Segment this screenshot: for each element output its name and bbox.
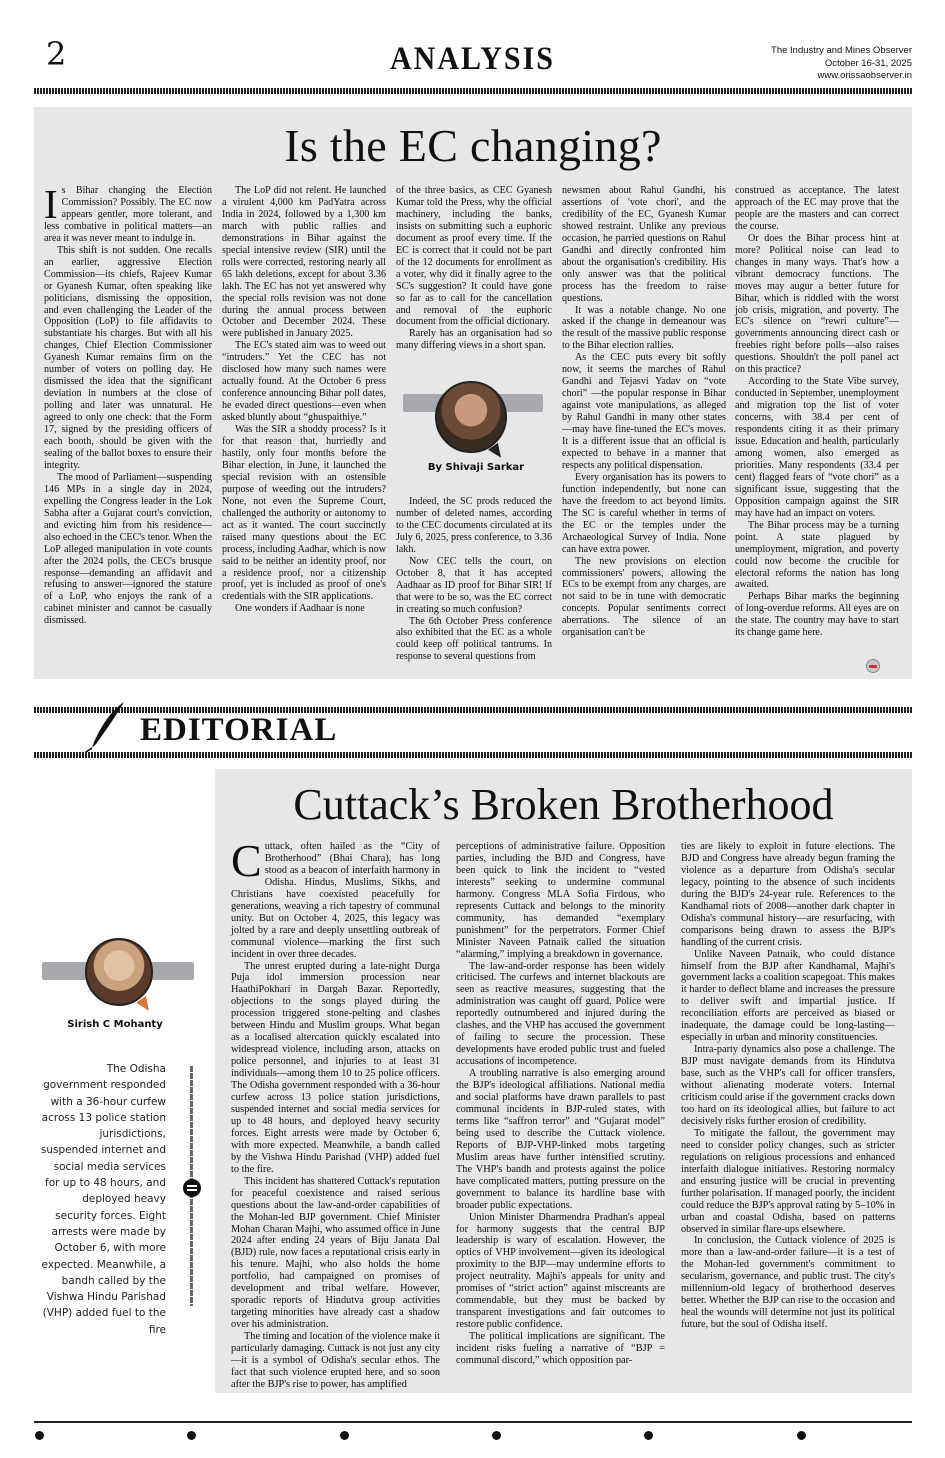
footer-dot <box>35 1431 44 1440</box>
analysis-article <box>34 107 912 679</box>
editorial-bottom-divider <box>34 752 912 758</box>
page-number: 2 <box>46 35 67 73</box>
footer-rule <box>34 1421 912 1423</box>
masthead <box>771 45 912 83</box>
footer-dot <box>340 1431 349 1440</box>
editorial-column-1: Cuttack, often hailed as the “City of Brotherhood” (Bhai Chara), has long stood as a beacon of interfaith harmony in Odisha. Hindus, Muslims, Sikhs, and Christians have coexisted peacefully for generations, weaving a rich tapestry of communal unity. But on October 4, 2025, this legacy was jolted by a rare and deeply unsettling outbreak of communal violence—marking the first such incident in over three decades. The unrest erupted during a late-night Durga Puja idol immersion procession near HaathiPokhari in Dargah Bazar. Reportedly, objections to the songs played during the procession triggered stone-pelting and clashes between Hindu and Muslim groups. What began as a localised altercation quickly escalated into widespread violence, including arson, attacks on police personnel, and injuries to at least 31 individuals—among them 10 to 25 police officers. The Odisha government responded with a 36-hour curfew across 13 police station jurisdictions, suspended internet and social media services for up to 48 hours, and deployed heavy security forces. Eight arrests were made by October 6, with more expected. Meanwhile, a bandh called by the Vishwa Hindu Parishad (VHP) added fuel to the fire. This incident has shattered Cuttack's reputation for peaceful coexistence and raised serious questions about the law-and-order capabilities of the Mohan-led BJP government. Chief Minister Mohan Charan Majhi, who assumed office in June 2024 after ending 24 years of Biju Janata Dal (BJD) rule, now faces a reputational crisis early in his tenure. Majhi, who also holds the home portfolio, had campaigned on promises of development and tribal welfare. However, sporadic reports of Hindutva group activities targeting minorities have already cast a shadow over his administration. The timing and location of the violence make it particularly damaging. Cuttack is not just any city—it is a symbol of Odisha's secular ethos. The fact that such violence erupted here, and so soon after the BJP's rise to power, has amplified <box>231 835 440 1390</box>
editorial-column-2: perceptions of administrative failure. Opposition parties, including the BJD and Congress, have been quick to link the incident to “vested interests” seeking to undermine communal harmony. Congress MLA Sofia Firdous, who represents Cuttack and belongs to the minority community, has demanded “exemplary punishment” for the perpetrators. Former Chief Minister Naveen Patnaik called the situation “alarming,” implying a breakdown in governance. The law-and-order response has been widely criticised. The curfews and internet blackouts are seen as reactive measures, suggesting that the administration was caught off guard. Police were reportedly outnumbered and injured during the clashes, and the VHP has accused the government of failing to secure the procession. These developments have eroded public trust and fueled accusations of incompetence. A troubling narrative is also emerging around the BJP's ideological affiliations. National media and social platforms have drawn parallels to past communal incidents in BJP-ruled states, with terms like “saffron terror” and “Gujarat model” being used to describe the Cuttack violence. Reports of BJP-VHP-linked mobs targeting Muslim areas have further intensified scrutiny. The VHP's bandh and protests against the police have complicated matters, putting pressure on the government to balance its hardline base with broader public expectations. Union Minister Dharmendra Pradhan's appeal for harmony suggests that the central BJP leadership is wary of escalation. However, the optics of VHP involvement—given its ideological proximity to the BJP—may undermine efforts to project neutrality. Majhi's appeals for unity and promises of “strict action” against miscreants are commendable, but they must be backed by transparent investigations and fair outcomes to restore public confidence. The political implications are significant. The incident risks fueling a narrative of “BJP = communal discord,” which opposition par- <box>456 841 665 1366</box>
editorial-section-title: EDITORIAL <box>140 712 338 748</box>
publication-name: The Industry and Mines Observer <box>771 45 912 56</box>
article-column-3-top: of the three basics, as CEC Gyanesh Kumar told the Press, why the official machinery, including the banks, insists on submitting such a euphoric document as proof every time. If the EC is correct that it could not be part of the 12 documents for enrollment as a voter, why did it finally agree to the SC's suggestion? It could have gone so far as to call for the cancellation and removal of the euphoric document from the official dictionary. Rarely has an organisation had so many differing views in a short span. <box>396 185 552 352</box>
pull-quote: The Odisha government responded with a 36-hour curfew across 13 police station jurisdictions, suspended internet and social media services for up to 48 hours, and deployed heavy security forces. Eight arrests were made by October 6, with more expected. Meanwhile, a bandh called by the Vishwa Hindu Parishad (VHP) added fuel to the fire <box>40 1063 166 1336</box>
article-headline: Is the EC changing? <box>284 120 662 171</box>
header-divider <box>34 88 912 94</box>
footer-dot <box>797 1431 806 1440</box>
website-link[interactable]: www.orissaobserver.in <box>817 70 912 81</box>
editorial-article <box>215 769 912 1393</box>
article-column-2: The LoP did not relent. He launched a virulent 4,000 km PadYatra across India in 2024, followed by a 1,300 km march with public rallies and demonstrations in Bihar against the special intensive review (SIR) until the rolls were corrected, restoring nearly all 65 lakh deletions, except for about 3.36 lakh. The EC has not yet answered why the special rolls revision was not done during the annual process between October and December 2024. These were published in January 2025. The EC's stated aim was to weed out “intruders.” Yet the CEC has not disclosed how many such names were actually found. At the October 6 press conference announcing Bihar poll dates, he evaded direct questions—even when asked bluntly about “ghuspaithiye.” Was the SIR a shoddy process? Is it for that reason that, hurriedly and hastily, only four months before the Bihar election, in June, it launched the special revision with an ostensible purpose of weeding out the intruders? None, not even the Supreme Court, challenged the authority or autonomy to act as it wanted. The court succinctly raised many questions about the EC process, including Aadhar, which is now said to be neither an identity proof, nor a residence proof, nor a citizenship proof, yet is included as proof of one's credentials with the SIR applications. One wonders if Aadhaar is none <box>222 185 386 615</box>
quill-pen-icon <box>76 700 132 758</box>
editorial-author-avatar <box>85 938 153 1006</box>
author-byline: By Shivaji Sarkar <box>427 462 525 473</box>
editorial-drop-cap: C <box>231 835 262 886</box>
editorial-author-byline: Sirish C Mohanty <box>67 1019 163 1030</box>
article-column-4: newsmen about Rahul Gandhi, his assertions of 'vote chori', and the credibility of the EC, Gyanesh Kumar showed restraint. Unlike any previous occasion, he parried questions on Rahul Gandhi and directly confronted him about the organisation's credibility. His only answer was that the political process has the freedom to raise questions. It was a notable change. No one asked if the change in demeanour was the result of the massive public response to the Bihar election rallies. As the CEC puts every bit softly now, it seems the marches of Rahul Gandhi and Tejasvi Yadav on “vote chori” —the popular response in Bihar against vote manipulations, as alleged by Rahul Gandhi in many other states —may have fine-tuned the EC's moves. It is a different issue that an official is expected to behave in a manner that respects any political dispensation. Every organisation has its powers to function independently, but none can have the freedom to act beyond limits. The SC is careful whether in terms of the EC or the temples under the Archaeological Survey of India. None can have extra power. The new provisions on election commissioners' powers, allowing the ECs to be exempt from any charges, are not said to be in tune with democratic concepts. Popular sentiments correct aberrations. The silence of an organisation can't be <box>562 185 726 639</box>
author-avatar <box>435 381 507 453</box>
article-column-1: Is Bihar changing the Election Commission? Possibly. The EC now appears gentler, more tolerant, and less combative in political matters—an area it was never meant to indulge in. This shift is not sudden. One recalls an earlier, aggressive Election Commission—its chiefs, Rajeev Kumar or Gyanesh Kumar, often speaking like politicians, dismissing the opposition, and even challenging the Leader of the Opposition (LoP) to file affidavits to substantiate his charges. But with all his changes, Chief Election Commissioner Gyanesh Kumar remains firm on the number of voters on polling day. He dismissed the idea that the significant deviation in numbers at the close of polling and later was unnatural. He agreed to only one check: that the Form 17, signed by the presiding officers of each booth, should be given with the sealing of the ballot boxes to ensure their integrity. The mood of Parliament—suspending 146 MPs in a single day in 2024, expelling the Congress leader in the Lok Sabha after a Gujarat court's conviction, and evicting him from his residence— also echoed in the CEC's tenor. When the LoP alleged manipulation in vote counts after the 2024 polls, the CEC's brusque response—demanding an affidavit and refusing to answer—ignored the stature of a LoP, who enjoys the rank of a cabinet minister and cannot be casually dismissed. <box>44 181 212 627</box>
article-column-5: construed as acceptance. The latest approach of the EC may prove that the people are the masters and can correct the course. Or does the Bihar process hint at more? Political noise can lead to changes in many ways. That's how a vibrant democracy functions. The moves may augur a better future for Bihar, which is riddled with the worst job crisis, migration, and poverty. The EC's silence on “rewri culture”—governments announcing direct cash or freebies right before polls—also raises questions. Shouldn't the poll panel act on this practice? According to the State Vibe survey, conducted in September, unemployment and migration top the list of voter concerns, with 38.4 per cent of respondents citing it as their primary issue. Education and health, particularly among women, also emerged as priorities. Many respondents (33.4 per cent) flagged fears of “vote chori” as a significant issue, suggesting that the Opposition campaign against the SIR may have had an impact on voters. The Bihar process may be a turning point. A state plagued by unemployment, migration, and poverty could now become the crucible for electoral reforms the nation has long awaited. Perhaps Bihar marks the beginning of long-overdue reforms. All eyes are on the state. The country may have to start its change game here. <box>735 185 899 639</box>
section-title: ANALYSIS <box>390 40 555 77</box>
drop-cap: I <box>44 181 58 227</box>
footer-dot <box>644 1431 653 1440</box>
issue-date: October 16-31, 2025 <box>824 57 912 69</box>
article-column-3-bottom: Indeed, the SC prods reduced the number of deleted names, according to the CEC documents circulated at its July 6, 2025, press conference, to 3.36 lakh. Now CEC tells the court, on October 8, that it has accepted Aadhaar as ID proof for Bihar SIR! If that were to be so, was the EC correct in creating so much confusion? The 6th October Press conference also exhibited that the EC as a whole could keep off political tantrums. In response to several questions from <box>396 496 552 663</box>
editorial-headline: Cuttack’s Broken Brotherhood <box>293 780 834 829</box>
editorial-column-3: ties are likely to exploit in future elections. The BJD and Congress have already begun framing the violence as a departure from Odisha's secular legacy, pointing to the absence of such incidents during the BJD's 24-year rule. References to the Kandhamal riots of 2008—another dark chapter in Odisha's communal history—are resurfacing, with comparisons being drawn to assess the BJP's handling of the current crisis. Unlike Naveen Patnaik, who could distance himself from the BJP after Kandhamal, Majhi's government lacks a coalition scapegoat. This makes it harder to deflect blame and increases the pressure to deliver swift and impartial justice. If reconciliation efforts are perceived as biased or inadequate, the damage could be long-lasting—especially in urban and minority constituencies. Intra-party dynamics also pose a challenge. The BJP must navigate demands from its Hindutva base, such as the VHP's call for officer transfers, without alienating moderate voters. Internal criticism could arise if the government cracks down too hard on its ideological allies, but failure to act decisively risks further erosion of credibility. To mitigate the fallout, the government may need to consider policy changes, such as stricter regulations on religious processions and enhanced interfaith dialogue initiatives. Restoring normalcy and ensuring justice will be crucial in preventing further polarisation. If managed poorly, the incident could reduce the BJP's approval rating by 5–10% in urban and coastal Odisha, based on patterns observed in similar flare-ups elsewhere. In conclusion, the Cuttack violence of 2025 is more than a law-and-order failure—it is a test of the Mohan-led government's commitment to secularism, governance, and public trust. The city's millennium-old legacy of brotherhood deserves better. Whether the BJP can rise to the occasion and heal the wounds will determine not just its political future, but the soul of Odisha itself. <box>681 841 895 1331</box>
end-of-article-icon <box>866 659 880 673</box>
footer-dot <box>187 1431 196 1440</box>
footer-dot <box>492 1431 501 1440</box>
menu-handle-icon <box>183 1179 201 1197</box>
